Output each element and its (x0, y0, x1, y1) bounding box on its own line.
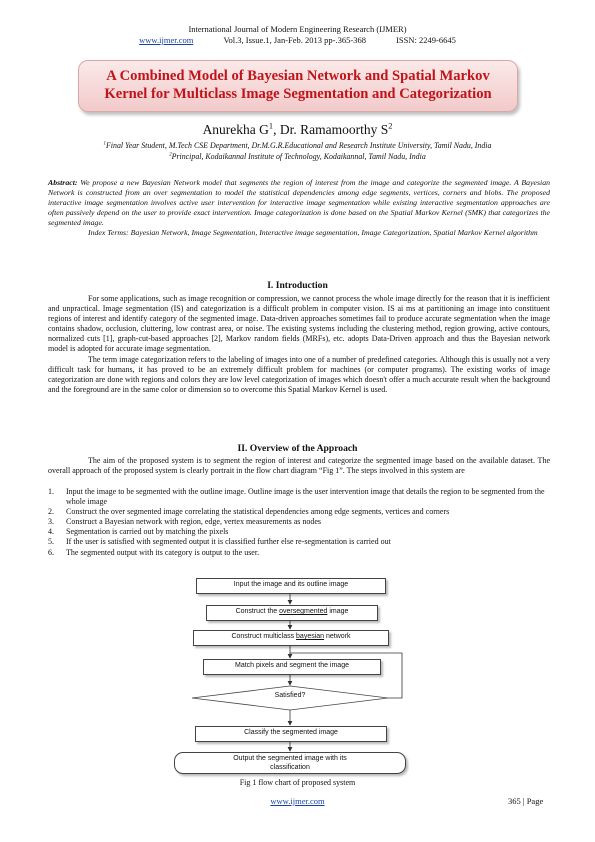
steps-list (48, 487, 550, 558)
flow-box-bayesian-text-end: network (324, 633, 351, 640)
step-number: 5. (48, 537, 54, 547)
section-1-paragraph-1: For some applications, such as image recognition or compression, we cannot process the whole image directly for the reason that it is inefficient and unpractical. Image segmentation (IS) and categorization is a difficult problem in computer vision. IS ai ms at partitioning an image into constituent regions of interest and identify category of the segmented image. Data-driven approaches sometimes fail to produce accurate segmentation when the image contains shadow, occlusion, cluttering, low contrast area, or noise. The existing systems including the clustering method, region growing, active contours, normalized cuts [1], graph-cut-based approaches [2], Markov random fields (MRFs), etc. adopts Data-Driven approach and thus the Bayesian network model is adopted for accurate image segmentation. (48, 294, 550, 354)
abstract (48, 178, 550, 239)
step-item (48, 537, 550, 547)
section-1-body (48, 294, 550, 395)
flow-box-oversegment (206, 605, 378, 621)
author-2-sup: 2 (388, 121, 393, 131)
page-number: 365 | Page (508, 796, 544, 806)
step-number: 2. (48, 507, 54, 517)
step-text: Segmentation is carried out by matching the pixels (66, 527, 229, 537)
title-box (78, 60, 518, 112)
step-number: 4. (48, 527, 54, 537)
step-item (48, 517, 550, 527)
flow-box-oversegment-underlined: oversegmented (279, 608, 328, 615)
author-1-sup: 1 (268, 121, 274, 131)
step-text: Input the image to be segmented with the outline image. Outline image is the user intervention image that details the region to be segmented from the whole image (66, 487, 545, 507)
header-volume: Vol.3, Issue.1, Jan-Feb. 2013 pp-.365-368 (223, 35, 366, 45)
step-number: 6. (48, 547, 54, 557)
author-1: Anurekha G (202, 122, 269, 137)
affiliation-1-text: Final Year Student, M.Tech CSE Department, Dr.M.G.R.Educational and Research Institute University, Tamil Nadu, India (105, 141, 492, 150)
step-item (48, 548, 550, 558)
step-item (48, 487, 550, 507)
author-2: , Dr. Ramamoorthy S (273, 122, 389, 137)
abstract-label: Abstract: (48, 178, 78, 187)
flow-box-bayesian (193, 630, 389, 646)
section-2-heading: II. Overview of the Approach (237, 443, 358, 454)
flow-box-bayesian-text: Construct multiclass (231, 633, 297, 640)
decision-label: Satisfied? (274, 692, 306, 699)
step-text: If the user is satisfied with segmented output it is classified further else re-segmentation is carried out (66, 537, 391, 547)
figure-caption: Fig 1 flow chart of proposed system (239, 778, 356, 787)
header-website-link[interactable]: www.ijmer.com (139, 35, 194, 45)
affiliation-2 (0, 152, 595, 161)
step-item (48, 507, 550, 517)
header-issn: ISSN: 2249-6645 (396, 35, 456, 45)
step-text: Construct a Bayesian network with region, edge, vertex measurements as nodes (66, 517, 322, 527)
section-2-paragraph-1 (48, 456, 550, 476)
title-line-1: A Combined Model of Bayesian Network and Spatial Markov (106, 68, 490, 84)
section-1-heading: I. Introduction (267, 280, 328, 291)
affiliation-1 (0, 141, 595, 150)
flow-box-oversegment-text-end: image (327, 608, 349, 615)
flow-box-bayesian-underlined: bayesian (296, 633, 325, 640)
step-item (48, 527, 550, 537)
affiliation-2-sup: 2 (169, 152, 172, 158)
affiliation-2-text: Principal, Kodaikannal Institute of Technology, Kodaikannal, Tamil Nadu, India (171, 152, 426, 161)
step-text: The segmented output with its category is output to the user. (66, 547, 260, 557)
section-2-paragraph-1-text: The aim of the proposed system is to segment the region of interest and categorize the segmented image based on the available dataset. The overall approach of the proposed system is clearly portrait in the flow chart diagram “Fig 1”. The steps involved in this system are (48, 456, 550, 476)
journal-name: International Journal of Modern Engineering Research (IJMER) (188, 24, 407, 34)
authors (0, 122, 595, 138)
flow-box-output-line-2: classification (270, 764, 310, 771)
index-terms: Index Terms: Bayesian Network, Image Segmentation, Interactive image segmentation, Image Categorization, Spatial Markov Kernel algorithm (88, 228, 538, 238)
affiliation-1-sup: 1 (103, 141, 106, 147)
header-meta (0, 35, 595, 45)
flow-box-oversegment-text: Construct the (235, 608, 280, 615)
step-text: Construct the over segmented image correlating the statistical dependencies among edge segments, vertices and corners (66, 507, 450, 517)
title-line-2: Kernel for Multiclass Image Segmentation and Categorization (104, 86, 492, 102)
flow-box-output (174, 752, 406, 774)
step-number: 1. (48, 487, 54, 496)
step-number: 3. (48, 517, 54, 527)
abstract-text: We propose a new Bayesian Network model that segments the region of interest from the image and categorize the segmented image. A Bayesian Network is constructed from an over segmentation to model the statistical dependencies among edge segments, vertices, corners and blobs. The proposed interactive image segmentation involves active user intervention for interactive image segmentation while existing interactive segmentation approaches are often passively depend on the user to provide exact intervention. Image categorization is done based on the Spatial Markov Kernel (SMK) that categorizes the segmented image. (48, 178, 550, 228)
footer-website-link[interactable]: www.ijmer.com (270, 796, 325, 806)
flow-box-output-line-1: Output the segmented image with its (233, 755, 347, 762)
flow-box-match: Match pixels and segment the image (203, 659, 381, 675)
flow-box-input: Input the image and its outline image (196, 578, 386, 594)
flowchart (0, 570, 595, 775)
flow-box-classify: Classify the segmented image (195, 726, 387, 742)
section-1-paragraph-2: The term image categorization refers to the labeling of images into one of a number of predefined categories. Although this is usually not a very difficult task for humans, it has proved to be an extremely difficult problem for machines (or computer programs). The existing works of image categorization are done with regions and colors they are low level categorization of images which doesn't offer a much accurate result when the background and the foreground are in the same color or dimension so to overcome this Spatial Markov Kernel is used. (48, 354, 550, 394)
